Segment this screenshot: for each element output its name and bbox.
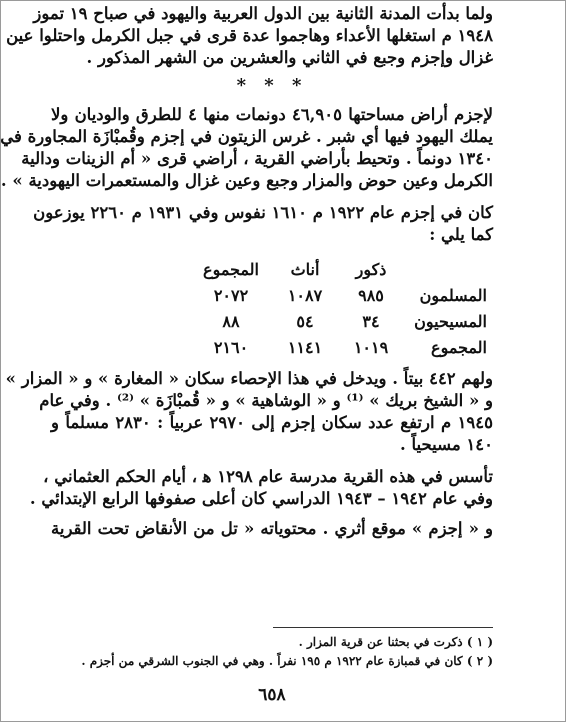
text-line: ١٩٤٥ م ارتفع عدد سكان إجزم إلى ٢٩٧٠ عربياً : ٢٨٣٠ مسلماً و [51, 413, 493, 432]
cell-male: ٣٤ [362, 311, 380, 331]
footnote-divider [273, 627, 493, 628]
footnotes [51, 633, 493, 671]
cell-total: ٨٨ [222, 311, 240, 331]
paragraph-5 [29, 466, 493, 510]
cell-female: ١٠٨٧ [287, 285, 323, 305]
text-line: ١٩٤٨ م استغلها الأعداء وهاجموا عدة قرى في جبل الكرمل واحتلوا عين [6, 26, 493, 45]
table-row [51, 308, 493, 334]
table-row [51, 334, 493, 360]
cell-total: ٢١٦٠ [213, 337, 249, 357]
text-line: تأسس في هذه القرية مدرسة عام ١٢٩٨ ﻫ ، أيام الحكم العثماني ، [43, 467, 493, 486]
footnote-2: ( ٢ ) كان في قمبازة عام ١٩٢٢ م ١٩٥ نفراً . وهي في الجنوب الشرقي من أجزم . [81, 654, 493, 668]
footnote-1: ( ١ ) ذكرت في بحثنا عن قرية المزار . [298, 635, 493, 649]
table-row [51, 282, 493, 308]
text-line: لإجزم أراض مساحتها ٤٦,٩٠٥ دونمات منها ٤ للطرق والوديان ولا [51, 105, 493, 124]
text-line: و « الشيخ بريك » ⁽¹⁾ و « الوشاهية » و « قُمبْازَة » ⁽²⁾ . وفي عام [39, 391, 493, 410]
text-line: الكرمل وعين حوض والمزار وجبع وعين غزال والمستعمرات اليهودية » . [0, 171, 493, 190]
text-line: كان في إجزم عام ١٩٢٢ م ١٦١٠ نفوس وفي ١٩٣١ م ٢٢٦٠ يوزعون [33, 203, 493, 222]
text-line: ولهم ٤٤٢ بيتاً . ويدخل في هذا الإحصاء سكان « المغارة » و « المزار » [5, 369, 493, 388]
cell-female: ١١٤١ [287, 337, 323, 357]
cell-female: ٥٤ [296, 311, 314, 331]
column-header-male: ذكور [355, 259, 387, 279]
row-label: المجموع [431, 337, 487, 357]
text-line: كما يلي : [429, 225, 493, 244]
page-content [0, 3, 493, 721]
column-header-total: المجموع [203, 259, 259, 279]
section-separator: * * * [236, 75, 308, 96]
text-line: ١٤٠ مسيحياً . [399, 435, 493, 454]
text-line: يملك اليهود فيها أي شبر . غرس الزيتون في إجزم وقُمبْازَة المجاورة في [0, 127, 493, 146]
cell-male: ٩٨٥ [358, 285, 384, 305]
row-label: المسيحيون [414, 311, 487, 331]
text-line: و « إجزم » موقع أثري . محتوياته « تل من الأنقاض تحت القرية [51, 519, 493, 538]
paragraph-2 [0, 104, 493, 192]
text-line: وفي عام ١٩٤٢ – ١٩٤٣ الدراسي كان أعلى صفوفها الرابع الإبتدائي . [29, 489, 493, 508]
page-number: ٦٥٨ [258, 685, 286, 705]
cell-male: ١٠١٩ [353, 337, 389, 357]
cell-total: ٢٠٧٢ [213, 285, 249, 305]
text-line: غزال وإجزم وجبع في الثاني والعشرين من الشهر المذكور . [86, 48, 493, 67]
text-line: ١٣٤٠ دونماً . وتحيط بأراضي القرية ، أراضي قرى « أم الزينات ودالية [21, 149, 493, 168]
table-header-row [51, 256, 493, 282]
text-line: ولما بدأت المدنة الثانية بين الدول العربية واليهود في صباح ١٩ تموز [33, 4, 493, 23]
paragraph-3 [33, 202, 493, 246]
table-corner [399, 256, 493, 282]
paragraph-1 [6, 3, 493, 69]
paragraph-6 [51, 518, 493, 540]
population-table [51, 256, 493, 360]
column-header-female: أناث [290, 259, 320, 279]
paragraph-4 [5, 368, 493, 456]
row-label: المسلمون [419, 285, 487, 305]
